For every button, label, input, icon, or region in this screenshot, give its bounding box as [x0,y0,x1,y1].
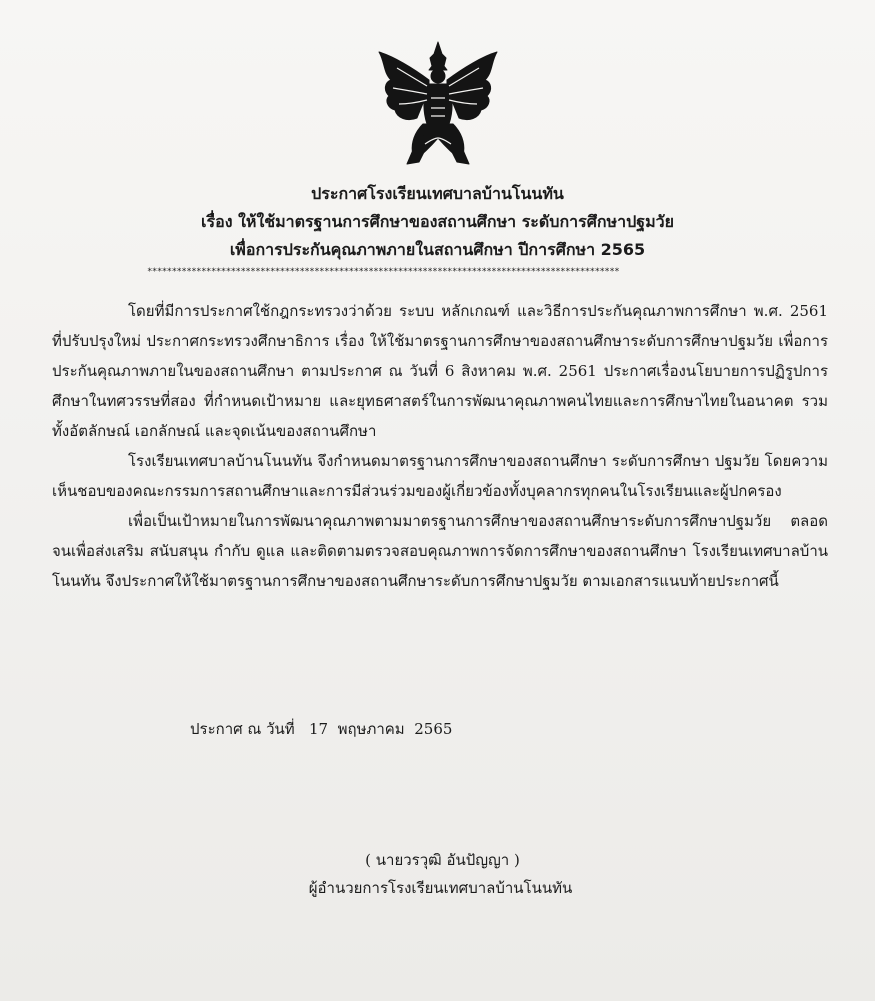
title-line-subject: เรื่อง ให้ใช้มาตรฐานการศึกษาของสถานศึกษา ระดับการศึกษาปฐมวัย [201,212,674,231]
body-paragraph: เพื่อเป็นเป้าหมายในการพัฒนาคุณภาพตามมาตรฐานการศึกษาของสถานศึกษาระดับการศึกษาปฐมวัย ตลอดจนเพื่อส่งเสริม สนับสนุน กำกับ ดูแล และติดตามตรวจสอบคุณภาพการจัดการศึกษาของสถานศึกษา โรงเรียนเทศบาลบ้านโนนทัน จึงประกาศให้ใช้มาตรฐานการศึกษาของสถานศึกษาระดับการศึกษาปฐมวัย ตามเอกสารแนบท้ายประกาศนี้ [52,512,828,590]
body-paragraph: โรงเรียนเทศบาลบ้านโนนทัน จึงกำหนดมาตรฐานการศึกษาของสถานศึกษา ระดับการศึกษา ปฐมวัย โดยความเห็นชอบของคณะกรรมการสถานศึกษาและการมีส่วนร่วมของผู้เกี่ยวข้องทั้งบุคลากรทุกคนในโรงเรียนและผู้ปกครอง [52,452,828,500]
title-line-school: ประกาศโรงเรียนเทศบาลบ้านโนนทัน [311,184,564,203]
announcement-title [0,180,875,264]
signature-block [0,846,875,902]
signer-name: ( นายวรวุฒิ อันปัญญา ) [365,851,520,869]
announcement-body [52,296,828,596]
body-paragraph: โดยที่มีการประกาศใช้กฎกระทรวงว่าด้วย ระบบ หลักเกณฑ์ และวิธีการประกันคุณภาพการศึกษา พ.ศ. 2561 ที่ปรับปรุงใหม่ ประกาศกระทรวงศึกษาธิการ เรื่อง ให้ใช้มาตรฐานการศึกษาของสถานศึกษาระดับการศึกษาปฐมวัย เพื่อการประกันคุณภาพภายในของสถานศึกษา ตามประกาศ ณ วันที่ 6 สิงหาคม พ.ศ. 2561 ประกาศเรื่องนโยบายการปฏิรูปการศึกษาในทศวรรษที่สอง ที่กำหนดเป้าหมาย และยุทธศาสตร์ในการพัฒนาคุณภาพคนไทยและการศึกษาไทยในอนาคต รวมทั้งอัตลักษณ์ เอกลักษณ์ และจุดเน้นของสถานศึกษา [52,302,828,440]
garuda-emblem-icon [373,38,503,170]
title-line-purpose: เพื่อการประกันคุณภาพภายในสถานศึกษา ปีการศึกษา 2565 [229,240,646,259]
separator-line: ************************************************************************************************ [147,267,620,277]
announcement-date: ประกาศ ณ วันที่ 17 พฤษภาคม 2565 [190,720,453,738]
signer-position: ผู้อำนวยการโรงเรียนเทศบาลบ้านโนนทัน [308,879,573,897]
